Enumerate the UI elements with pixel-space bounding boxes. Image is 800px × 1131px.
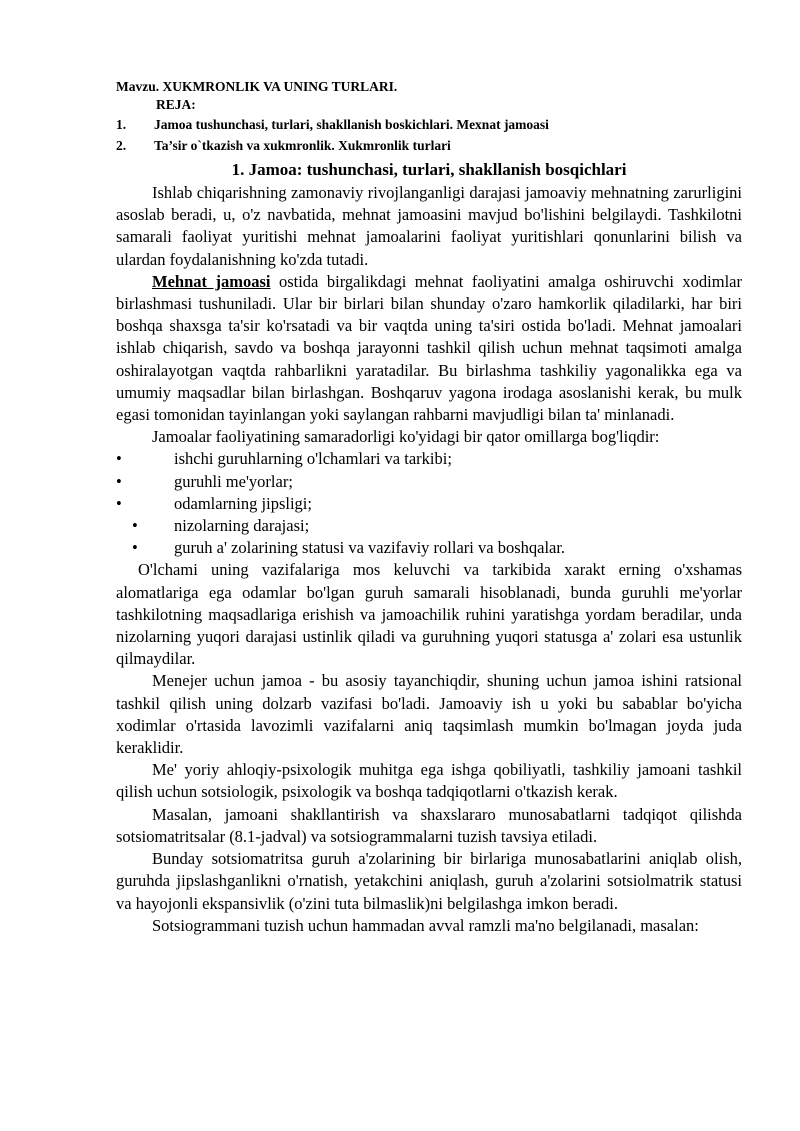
plan-item: [116, 114, 742, 135]
plan-item-number: 1.: [116, 117, 127, 132]
bullet-icon: •: [116, 471, 122, 491]
list-item: [116, 493, 742, 515]
list-item-text: ishchi guruhlarning o'lchamlari va tarkibi;: [174, 449, 452, 469]
section-heading: 1. Jamoa: tushunchasi, turlari, shakllanish bosqichlari: [231, 160, 627, 179]
paragraph-1: Ishlab chiqarishning zamonaviy rivojlanganligi darajasi jamoaviy mehnatning zarurligini asoslab beradi, u, o'z navbatida, mehnat jamoasini mavjud bo'lishini belgilaydi. Tashkilotni samarali faoliyat yuritishi mehnat jamoalarini faoliyat yuritishlari qonunlarini bilish va ulardan foydalanishning ko'zda tutadi.: [116, 183, 742, 269]
paragraph-6: Me' yoriy ahloqiy-psixologik muhitga ega ishga qobiliyatli, tashkiliy jamoani tashkil qilish uchun sotsiologik, psixologik va boshqa tadqiqotlarni o'tkazish kerak.: [116, 760, 742, 802]
plan-item: [116, 135, 742, 156]
paragraph-9: Sotsiogrammani tuzish uchun hammadan avval ramzli ma'no belgilanadi, masalan:: [152, 915, 699, 935]
plan-item-number: 2.: [116, 138, 127, 153]
list-item: [116, 448, 742, 470]
document-page: [116, 78, 742, 937]
list-item-text: guruhli me'yorlar;: [174, 471, 293, 491]
list-item-text: guruh a' zolarining statusi va vazifaviy rollari va boshqalar.: [174, 538, 566, 558]
topic-title: Mavzu. XUKMRONLIK VA UNING TURLARI.: [116, 79, 398, 94]
plan-label: REJA:: [156, 97, 196, 112]
paragraph-7: Masalan, jamoani shakllantirish va shaxslararo munosabatlarni tadqiqot qilishda sotsiomatritsalar (8.1-jadval) va sotsiogrammalarni tuzish tavsiya etiladi.: [116, 804, 742, 846]
paragraph-4: O'lchami uning vazifalariga mos keluvchi va tarkibida xarakt erning o'xshamas alomatlariga ega odamlar bo'lgan guruh samarali hisoblanadi, bunda guruhli me'yorlar tashkilotning maqsadlariga erishish va jamoachilik ruhini yaratishga yordam beradilar, unda nizolarning yuqori darajasi ustinlik qiladi va guruhning yuqori statusga a' zolari esa ustunlik qilmaydilar.: [116, 560, 742, 669]
paragraph-8: Bunday sotsiomatritsa guruh a'zolarining bir birlariga munosabatlarini aniqlab olish, guruhda jipslashganlikni o'rnatish, yetakchini aniqlash, guruh a'zolarini sotsiolmatrik statusi va hayojonli ekspansivlik (o'zini tuta bilmaslik)ni belgilashga imkon beradi.: [116, 849, 742, 913]
plan-item-text: Jamoa tushunchasi, turlari, shakllanish boskichlari. Mexnat jamoasi: [154, 117, 549, 132]
bullet-icon: •: [132, 538, 138, 558]
paragraph-2-text: ostida birgalikdagi mehnat faoliyatini amalga oshiruvchi xodimlar birlashmasi tushuniladi. Ular bir birlari bilan shunday o'zaro hamkorlik qiladilarki, har biri boshqa shaxsga ta'sir ko'rsatadi va bir vaqtda uning ta'siri ostida bo'ladi. Mehnat jamoalari ishlab chiqarish, savdo va boshqa jarayonni tashkil qilish uchun mehnat taqsimoti amalga oshiralayotgan vaqtda rahbarlikni yaratadilar. Bu birlashma tashkiliy yagonalikka ega va umumiy maqsadlar bilan birlashgan. Boshqaruv yagona irodaga asoslanishi kerak, bu mulk egasi tomonidan tayinlangan yoki saylangan rahbarni mavjudligi bilan ta' minlanadi.: [116, 271, 742, 425]
bullet-icon: •: [116, 449, 122, 469]
list-item-text: odamlarning jipsligi;: [174, 493, 312, 513]
factor-list: [116, 448, 742, 559]
plan-item-text: Ta’sir o`tkazish va xukmronlik. Xukmronlik turlari: [154, 138, 451, 153]
list-item: [116, 515, 742, 537]
term-mehnat-jamoasi: Mehnat jamoasi: [152, 271, 271, 291]
plan-list: [116, 114, 742, 156]
list-item: [116, 537, 742, 559]
paragraph-5: Menejer uchun jamoa - bu asosiy tayanchiqdir, shuning uchun jamoa ishini ratsional tashkil qilish uning dolzarb vazifasi bo'ladi. Jamoaviy ish u yoki bu sabablar bo'yicha xodimlar o'rtasida lavozimli vazifalarni aniq taqsimlash mumkin bo'lmagan joyda juda keraklidir.: [116, 671, 742, 758]
paragraph-2: [116, 271, 742, 426]
bullet-icon: •: [132, 516, 138, 536]
paragraph-3: Jamoalar faoliyatining samaradorligi ko'yidagi bir qator omillarga bog'liqdir:: [152, 427, 660, 447]
list-item-text: nizolarning darajasi;: [174, 516, 310, 536]
bullet-icon: •: [116, 493, 122, 513]
list-item: [116, 471, 742, 493]
